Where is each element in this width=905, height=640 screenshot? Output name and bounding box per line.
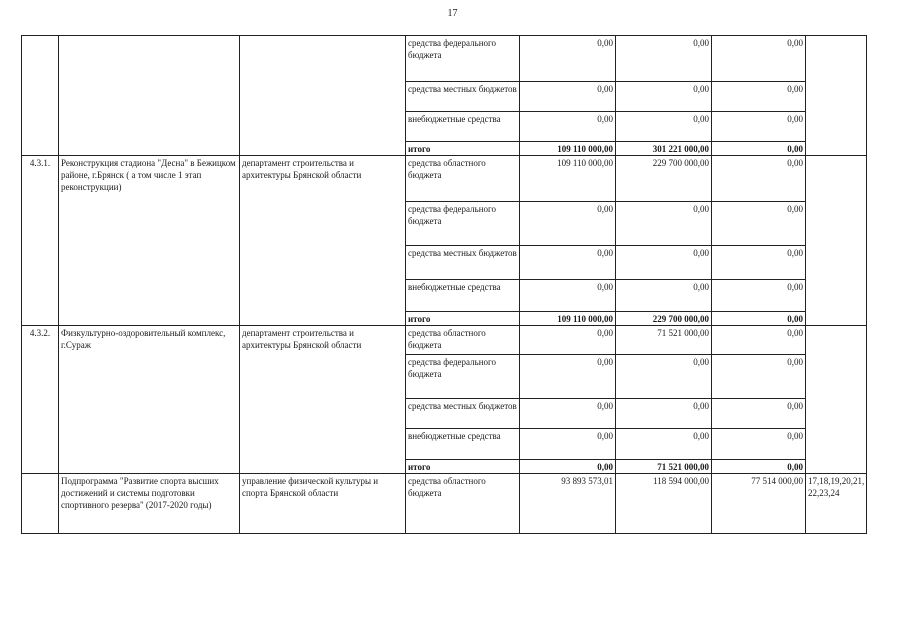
value-cell: 0,00 xyxy=(712,246,806,280)
source-cell: средства федерального бюджета xyxy=(406,202,520,246)
value-cell: 0,00 xyxy=(520,82,616,112)
value-cell: 0,00 xyxy=(712,355,806,399)
source-cell: средства областного бюджета xyxy=(406,326,520,355)
executor-cell: департамент строительства и архитектуры Брянской области xyxy=(240,326,406,474)
value-cell: 0,00 xyxy=(520,399,616,429)
value-cell: 0,00 xyxy=(616,355,712,399)
value-cell: 109 110 000,00 xyxy=(520,312,616,326)
value-cell: 0,00 xyxy=(712,429,806,460)
value-cell: 0,00 xyxy=(712,112,806,142)
executor-cell: департамент строительства и архитектуры Брянской области xyxy=(240,156,406,326)
source-cell: средства областного бюджета xyxy=(406,156,520,202)
value-cell: 0,00 xyxy=(616,202,712,246)
value-cell: 0,00 xyxy=(520,326,616,355)
executor-cell xyxy=(240,36,406,156)
value-cell: 118 594 000,00 xyxy=(616,474,712,534)
name-cell: Подпрограмма "Развитие спорта высших достижений и системы подготовки спортивного резерва" (2017-2020 годы) xyxy=(59,474,240,534)
value-cell: 0,00 xyxy=(616,82,712,112)
source-cell: средства местных бюджетов xyxy=(406,399,520,429)
value-cell: 93 893 573,01 xyxy=(520,474,616,534)
table-row xyxy=(22,36,867,82)
indicator-cell xyxy=(806,36,867,156)
name-cell: Физкультурно-оздоровительный комплекс, г.Сураж xyxy=(59,326,240,474)
code-cell: 4.3.1. xyxy=(22,156,59,326)
value-cell: 0,00 xyxy=(616,112,712,142)
source-cell: внебюджетные средства xyxy=(406,280,520,312)
value-cell: 0,00 xyxy=(712,36,806,82)
value-cell: 0,00 xyxy=(616,246,712,280)
value-cell: 0,00 xyxy=(616,399,712,429)
page-number: 17 xyxy=(447,8,458,19)
code-cell xyxy=(22,36,59,156)
value-cell: 109 110 000,00 xyxy=(520,142,616,156)
value-cell: 0,00 xyxy=(712,280,806,312)
value-cell: 0,00 xyxy=(520,355,616,399)
value-cell: 0,00 xyxy=(712,326,806,355)
code-cell: 4.3.2. xyxy=(22,326,59,474)
source-cell: внебюджетные средства xyxy=(406,112,520,142)
indicator-cell: 17,18,19,20,21, 22,23,24 xyxy=(806,474,867,534)
source-cell: итого xyxy=(406,142,520,156)
value-cell: 0,00 xyxy=(520,112,616,142)
value-cell: 0,00 xyxy=(712,312,806,326)
value-cell: 109 110 000,00 xyxy=(520,156,616,202)
indicator-cell xyxy=(806,326,867,474)
value-cell: 0,00 xyxy=(616,429,712,460)
value-cell: 0,00 xyxy=(616,36,712,82)
source-cell: средства местных бюджетов xyxy=(406,82,520,112)
name-cell: Реконструкция стадиона "Десна" в Бежицком районе, г.Брянск ( а том числе 1 этап реконструкции) xyxy=(59,156,240,326)
source-cell: средства областного бюджета xyxy=(406,474,520,534)
source-cell: средства местных бюджетов xyxy=(406,246,520,280)
value-cell: 0,00 xyxy=(520,429,616,460)
budget-table xyxy=(21,35,867,534)
value-cell: 0,00 xyxy=(520,246,616,280)
code-cell xyxy=(22,474,59,534)
name-cell xyxy=(59,36,240,156)
value-cell: 229 700 000,00 xyxy=(616,156,712,202)
value-cell: 0,00 xyxy=(712,142,806,156)
indicator-cell xyxy=(806,156,867,326)
value-cell: 0,00 xyxy=(712,460,806,474)
subprogram-row xyxy=(22,474,867,534)
value-cell: 0,00 xyxy=(616,280,712,312)
source-cell: итого xyxy=(406,312,520,326)
value-cell: 71 521 000,00 xyxy=(616,460,712,474)
value-cell: 0,00 xyxy=(520,460,616,474)
table-row xyxy=(22,326,867,355)
value-cell: 71 521 000,00 xyxy=(616,326,712,355)
source-cell: средства федерального бюджета xyxy=(406,355,520,399)
source-cell: внебюджетные средства xyxy=(406,429,520,460)
value-cell: 0,00 xyxy=(712,82,806,112)
value-cell: 0,00 xyxy=(520,202,616,246)
value-cell: 0,00 xyxy=(520,280,616,312)
table-row xyxy=(22,156,867,202)
source-cell: средства федерального бюджета xyxy=(406,36,520,82)
value-cell: 0,00 xyxy=(520,36,616,82)
source-cell: итого xyxy=(406,460,520,474)
value-cell: 0,00 xyxy=(712,156,806,202)
value-cell: 301 221 000,00 xyxy=(616,142,712,156)
value-cell: 229 700 000,00 xyxy=(616,312,712,326)
executor-cell: управление физической культуры и спорта Брянской области xyxy=(240,474,406,534)
value-cell: 77 514 000,00 xyxy=(712,474,806,534)
value-cell: 0,00 xyxy=(712,399,806,429)
value-cell: 0,00 xyxy=(712,202,806,246)
